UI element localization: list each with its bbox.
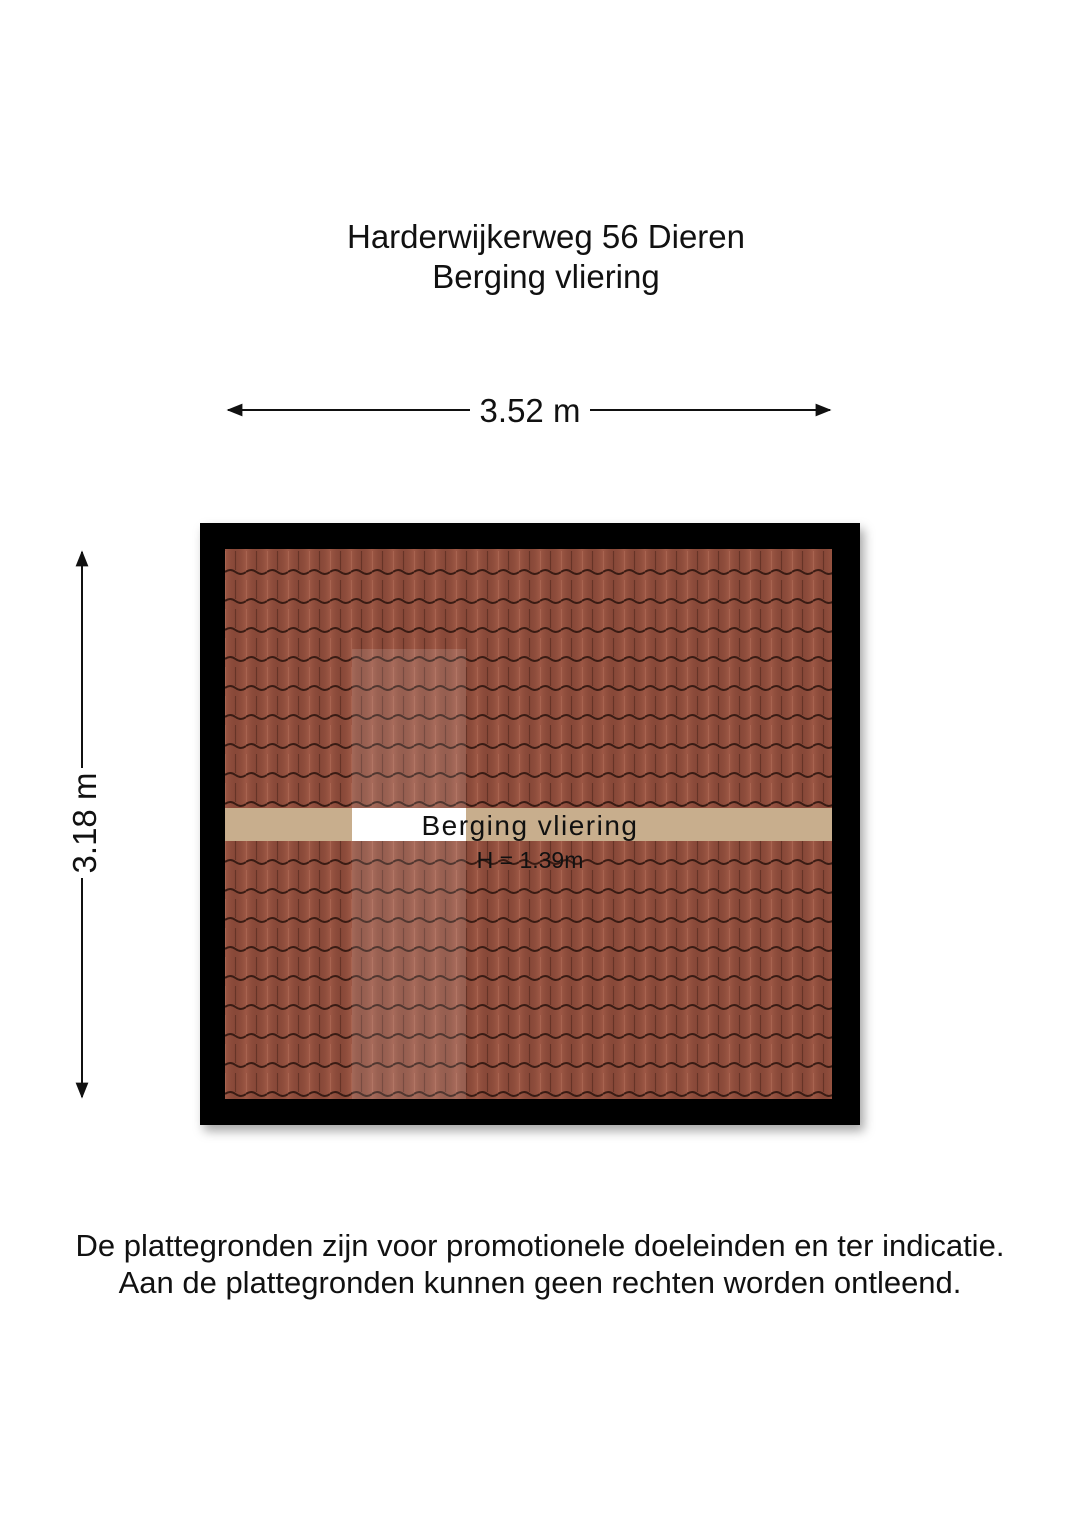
address-title: Harderwijkerweg 56 Dieren xyxy=(347,218,745,255)
disclaimer-line-2: Aan de plattegronden kunnen geen rechten worden ontleend. xyxy=(118,1265,962,1300)
disclaimer-line-1: De plattegronden zijn voor promotionele doeleinden en ter indicatie. xyxy=(75,1228,1005,1263)
floor-title: Berging vliering xyxy=(432,258,660,295)
room-height-label: H = 1.39m xyxy=(476,847,584,873)
room-name-label: Berging vliering xyxy=(421,810,639,841)
height-dimension-label: 3.18 m xyxy=(67,768,103,878)
width-dimension-label: 3.52 m xyxy=(470,393,590,429)
